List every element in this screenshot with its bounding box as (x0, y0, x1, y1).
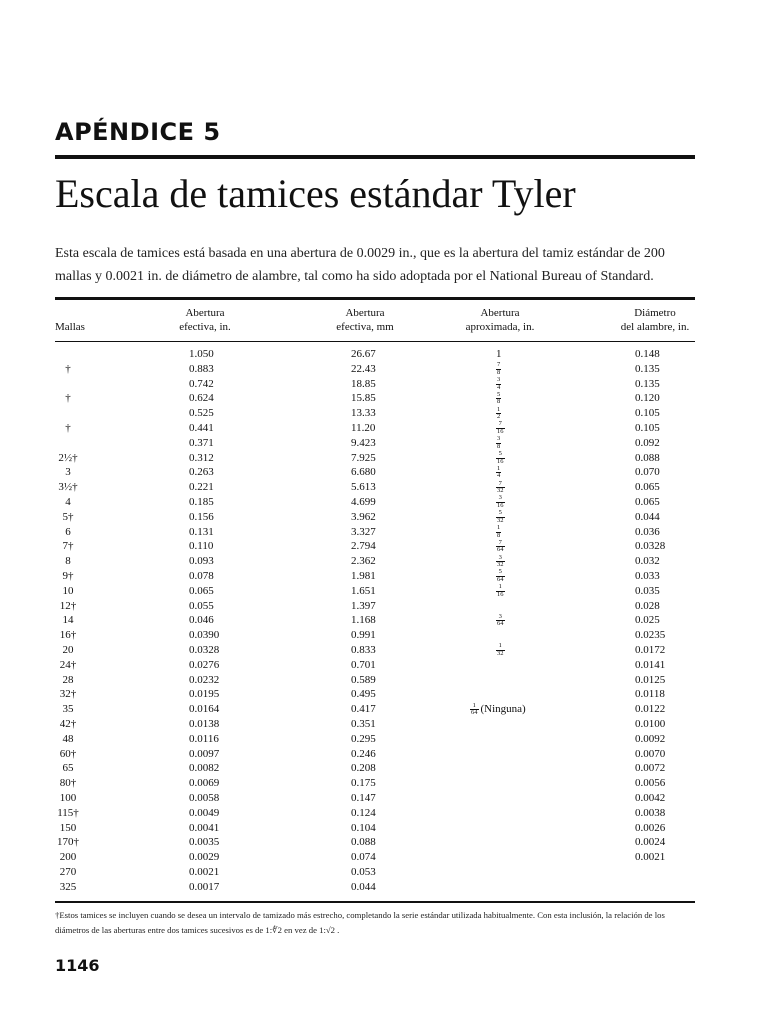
cell-abertura-in: 0.0035 (189, 836, 220, 849)
cell-abertura-in: 0.525 (189, 407, 214, 420)
cell-abertura-mm: 1.397 (351, 599, 376, 612)
cell-diametro: 0.044 (635, 510, 660, 523)
header-abertura-mm-line2: efectiva, mm (336, 321, 394, 333)
cell-abertura-in: 0.0232 (189, 673, 220, 686)
table-row (55, 569, 695, 584)
cell-abertura-mm: 18.85 (351, 377, 376, 390)
cell-mallas: 270 (59, 865, 77, 878)
appendix-label: APÉNDICE 5 (55, 118, 221, 146)
table-row (55, 643, 695, 658)
cell-abertura-in: 0.0276 (189, 658, 220, 671)
table-top-rule (55, 297, 695, 300)
cell-abertura-mm: 0.053 (351, 865, 376, 878)
fraction: $\frac{1}{32}$ (497, 642, 504, 657)
cell-abertura-in: 0.0021 (189, 865, 220, 878)
cell-diametro: 0.088 (635, 451, 660, 464)
cell-abertura-mm: 2.794 (351, 540, 376, 553)
cell-abertura-aprox (496, 495, 505, 510)
table-row (55, 391, 695, 406)
table-bottom-rule (55, 901, 695, 903)
cell-abertura-in: 0.078 (189, 569, 214, 582)
cell-diametro: 0.135 (635, 377, 660, 390)
table-row (55, 465, 695, 480)
cell-abertura-aprox (496, 465, 501, 480)
table-row (55, 717, 695, 732)
cell-abertura-aprox (496, 613, 505, 628)
cell-abertura-in: 0.742 (189, 377, 214, 390)
cell-abertura-mm: 0.295 (351, 732, 376, 745)
cell-abertura-aprox (496, 584, 505, 599)
cell-diametro: 0.0118 (635, 688, 665, 701)
cell-mallas: 3 (65, 466, 71, 479)
cell-diametro: 0.135 (635, 362, 660, 375)
cell-abertura-aprox (496, 510, 505, 525)
cell-diametro: 0.0328 (635, 540, 666, 553)
table-row (55, 510, 695, 525)
fraction: $\frac{1}{64}$ (471, 701, 478, 717)
table-row (55, 584, 695, 599)
cell-diametro: 0.0092 (635, 732, 666, 745)
fraction: $\frac{1}{16}$ (497, 583, 504, 598)
cell-mallas: 35 (62, 703, 74, 716)
cell-abertura-in: 0.0390 (189, 629, 220, 642)
cell-mallas: 170† (57, 836, 79, 849)
header-abertura-aprox-line2: aproximada, in. (465, 321, 535, 333)
cell-diametro: 0.0100 (635, 717, 666, 730)
cell-diametro: 0.036 (635, 525, 660, 538)
cell-mallas: 5† (62, 510, 74, 523)
cell-abertura-mm: 5.613 (351, 481, 376, 494)
cell-abertura-mm: 0.417 (351, 703, 376, 716)
cell-mallas: 100 (59, 791, 77, 804)
cell-abertura-aprox (496, 569, 505, 584)
table-row (55, 702, 695, 717)
table-row (55, 613, 695, 628)
cell-abertura-aprox (470, 702, 526, 717)
cell-diametro: 0.0172 (635, 643, 666, 656)
fraction: $\frac{3}{32}$ (497, 553, 504, 569)
cell-abertura-aprox (496, 525, 501, 540)
cell-mallas: 12† (59, 599, 77, 612)
cell-diametro: 0.0024 (635, 836, 666, 849)
cell-mallas: 65 (62, 762, 74, 775)
cell-mallas: 48 (62, 732, 74, 745)
cell-abertura-in: 0.0195 (189, 688, 220, 701)
cell-abertura-in: 0.0058 (189, 791, 220, 804)
cell-mallas: 28 (62, 673, 74, 686)
cell-diametro: 0.148 (635, 348, 660, 360)
header-abertura-mm-line1: Abertura (345, 307, 385, 319)
cell-abertura-in: 0.065 (189, 584, 214, 597)
header-abertura-in-line2: efectiva, in. (179, 321, 231, 333)
table-row (55, 539, 695, 554)
header-abertura-in-line1: Abertura (185, 307, 225, 319)
cell-abertura-aprox (496, 451, 505, 466)
table-row (55, 525, 695, 540)
cell-diametro: 0.033 (635, 569, 660, 582)
table-row (55, 865, 695, 880)
cell-diametro: 0.092 (635, 436, 660, 449)
cell-abertura-aprox: 1 (496, 348, 502, 360)
table-row (55, 377, 695, 392)
cell-abertura-in: 0.0164 (189, 703, 220, 716)
cell-abertura-aprox (496, 377, 501, 392)
table-row (55, 599, 695, 614)
header-mallas: Mallas (55, 321, 85, 333)
fraction: $\frac{7}{8}$ (497, 361, 501, 376)
cell-abertura-mm: 2.362 (351, 555, 376, 568)
fraction: $\frac{1}{2}$ (497, 405, 501, 421)
cell-abertura-in: 0.055 (189, 599, 214, 612)
cell-abertura-in: 0.156 (189, 510, 214, 523)
cell-abertura-mm: 0.088 (351, 836, 376, 849)
fraction: $\frac{5}{16}$ (497, 450, 504, 465)
cell-abertura-in: 0.0069 (189, 777, 220, 790)
cell-abertura-in: 0.0029 (189, 851, 220, 864)
fraction: $\frac{3}{16}$ (497, 494, 504, 509)
column-header-mallas (55, 320, 85, 334)
fraction: $\frac{7}{64}$ (497, 538, 504, 554)
table-row (55, 835, 695, 850)
cell-abertura-mm: 26.67 (351, 348, 376, 360)
cell-mallas: 9† (62, 569, 74, 582)
table-row (55, 658, 695, 673)
cell-mallas: 16† (59, 629, 77, 642)
column-header-abertura-in (150, 306, 260, 334)
table-row (55, 880, 695, 895)
cell-diametro: 0.070 (635, 466, 660, 479)
cell-mallas: 3½† (58, 481, 78, 494)
cell-abertura-in: 0.624 (189, 392, 214, 405)
cell-abertura-mm: 1.981 (351, 569, 376, 582)
fraction: $\frac{3}{8}$ (497, 435, 501, 450)
approx-note: (Ninguna) (480, 703, 526, 716)
table-row (55, 554, 695, 569)
cell-abertura-in: 0.131 (189, 525, 214, 538)
cell-abertura-in: 0.221 (189, 481, 214, 494)
cell-diametro: 0.0072 (635, 762, 666, 775)
column-header-abertura-mm (310, 306, 420, 334)
table-row (55, 495, 695, 510)
cell-diametro: 0.0038 (635, 806, 666, 819)
fraction: $\frac{1}{4}$ (497, 464, 501, 480)
table-row (55, 776, 695, 791)
table-row (55, 821, 695, 836)
fraction: $\frac{1}{8}$ (497, 524, 501, 539)
fraction: $\frac{5}{32}$ (497, 509, 504, 524)
fraction: $\frac{7}{32}$ (497, 479, 504, 495)
table-row (55, 421, 695, 436)
cell-mallas: 6 (65, 525, 71, 538)
cell-diametro: 0.032 (635, 555, 660, 568)
cell-abertura-in: 0.046 (189, 614, 214, 627)
cell-diametro: 0.0125 (635, 673, 666, 686)
header-diametro-line2: del alambre, in. (620, 321, 690, 333)
cell-abertura-mm: 13.33 (351, 407, 376, 420)
header-rule (55, 341, 695, 342)
fraction: $\frac{5}{8}$ (497, 390, 501, 406)
footnote: †Estos tamices se incluyen cuando se desea un intervalo de tamizado más estrecho, completando la serie estándar utilizada habitualmente. Con esta inclusión, la relación de los diámetros de las aberturas entre dos tamices sucesivos es de 1:∜2 en vez de 1:√2 . (55, 910, 665, 935)
cell-diametro: 0.0141 (635, 658, 666, 671)
table-row (55, 628, 695, 643)
cell-abertura-mm: 0.351 (351, 717, 376, 730)
cell-mallas: 24† (59, 658, 77, 671)
cell-mallas: 60† (59, 747, 77, 760)
cell-abertura-mm: 0.104 (351, 821, 376, 834)
cell-diametro: 0.065 (635, 495, 660, 508)
cell-abertura-mm: 11.20 (351, 421, 376, 434)
cell-abertura-mm: 0.147 (351, 791, 376, 804)
cell-diametro: 0.0021 (635, 851, 666, 864)
cell-abertura-mm: 3.327 (351, 525, 376, 538)
cell-abertura-aprox (496, 643, 505, 658)
cell-abertura-mm: 0.833 (351, 643, 376, 656)
table-row (55, 761, 695, 776)
fraction: $\frac{3}{4}$ (497, 376, 501, 391)
cell-diametro: 0.025 (635, 614, 660, 627)
cell-diametro: 0.0056 (635, 777, 666, 790)
cell-abertura-in: 0.371 (189, 436, 214, 449)
cell-diametro: 0.028 (635, 599, 660, 612)
cell-abertura-in: 0.0041 (189, 821, 220, 834)
header-abertura-aprox-line1: Abertura (480, 307, 520, 319)
cell-mallas: 200 (59, 851, 77, 864)
cell-mallas: 115† (57, 806, 79, 819)
cell-abertura-mm: 0.991 (351, 629, 376, 642)
top-rule (55, 155, 695, 159)
intro-paragraph: Esta escala de tamices está basada en una abertura de 0.0029 in., que es la abertura del tamiz estándar de 200 mallas y 0.0021 in. de diámetro de alambre, tal como ha sido adoptada por el National Bureau of Standard. (55, 246, 665, 284)
column-header-abertura-aprox (440, 306, 560, 334)
cell-diametro: 0.120 (635, 392, 660, 405)
cell-abertura-aprox (496, 421, 505, 436)
table-row (55, 436, 695, 451)
cell-abertura-mm: 0.124 (351, 806, 376, 819)
cell-mallas: 2½† (58, 451, 78, 464)
cell-diametro: 0.105 (635, 407, 660, 420)
cell-abertura-in: 0.0017 (189, 880, 220, 893)
cell-abertura-in: 0.883 (189, 362, 214, 375)
cell-diametro: 0.035 (635, 584, 660, 597)
cell-diametro: 0.0235 (635, 629, 666, 642)
cell-mallas: 325 (59, 880, 77, 893)
cell-diametro: 0.0070 (635, 747, 666, 760)
cell-abertura-in: 0.110 (189, 540, 214, 553)
cell-mallas: 20 (62, 643, 74, 656)
cell-abertura-aprox (496, 554, 505, 569)
cell-abertura-mm: 0.044 (351, 880, 376, 893)
cell-abertura-mm: 0.208 (351, 762, 376, 775)
table-row (55, 687, 695, 702)
cell-diametro: 0.0122 (635, 703, 666, 716)
cell-abertura-mm: 15.85 (351, 392, 376, 405)
cell-abertura-aprox (496, 391, 501, 406)
fraction: $\frac{5}{64}$ (497, 568, 504, 583)
table-row (55, 673, 695, 688)
fraction: $\frac{3}{64}$ (497, 612, 504, 628)
table-row (55, 362, 695, 377)
cell-abertura-mm: 0.701 (351, 658, 376, 671)
cell-abertura-mm: 0.589 (351, 673, 376, 686)
cell-abertura-mm: 0.246 (351, 747, 376, 760)
cell-abertura-in: 0.441 (189, 421, 214, 434)
cell-abertura-mm: 22.43 (351, 362, 376, 375)
cell-abertura-in: 0.0049 (189, 806, 220, 819)
cell-abertura-aprox (496, 480, 505, 495)
cell-abertura-mm: 0.175 (351, 777, 376, 790)
cell-mallas: 10 (62, 584, 74, 597)
cell-abertura-in: 0.0082 (189, 762, 220, 775)
cell-abertura-in: 0.263 (189, 466, 214, 479)
cell-abertura-mm: 1.651 (351, 584, 376, 597)
page-number: 1146 (55, 956, 100, 975)
cell-mallas: 7† (62, 540, 74, 553)
table-row (55, 480, 695, 495)
cell-abertura-aprox (496, 539, 505, 554)
table-row (55, 747, 695, 762)
cell-abertura-mm: 7.925 (351, 451, 376, 464)
table-row (55, 347, 695, 362)
cell-abertura-mm: 3.962 (351, 510, 376, 523)
table-row (55, 791, 695, 806)
cell-mallas: 32† (59, 688, 77, 701)
cell-abertura-mm: 9.423 (351, 436, 376, 449)
cell-abertura-in: 0.0138 (189, 717, 220, 730)
cell-abertura-mm: 0.074 (351, 851, 376, 864)
cell-abertura-aprox (496, 436, 501, 451)
table-row (55, 806, 695, 821)
cell-abertura-aprox (496, 406, 501, 421)
sieve-table-body (55, 347, 695, 894)
cell-mallas: 4 (65, 495, 71, 508)
cell-abertura-in: 0.093 (189, 555, 214, 568)
cell-mallas: 14 (62, 614, 74, 627)
cell-diametro: 0.105 (635, 421, 660, 434)
cell-mallas: 150 (59, 821, 77, 834)
cell-abertura-in: 1.050 (189, 348, 214, 360)
cell-abertura-in: 0.0328 (189, 643, 220, 656)
cell-abertura-in: 0.185 (189, 495, 214, 508)
table-row (55, 406, 695, 421)
cell-abertura-mm: 0.495 (351, 688, 376, 701)
header-diametro-line1: Diámetro (634, 307, 676, 319)
cell-mallas: † (65, 421, 71, 434)
cell-abertura-in: 0.312 (189, 451, 214, 464)
table-row (55, 732, 695, 747)
cell-mallas: 80† (59, 777, 77, 790)
cell-abertura-aprox (496, 362, 501, 377)
cell-abertura-mm: 6.680 (351, 466, 376, 479)
cell-abertura-mm: 4.699 (351, 495, 376, 508)
column-header-diametro (600, 306, 710, 334)
table-row (55, 850, 695, 865)
cell-mallas: 42† (59, 717, 77, 730)
table-row (55, 451, 695, 466)
cell-abertura-mm: 1.168 (351, 614, 376, 627)
cell-diametro: 0.0042 (635, 791, 666, 804)
cell-diametro: 0.065 (635, 481, 660, 494)
cell-mallas: † (65, 362, 71, 375)
cell-abertura-in: 0.0097 (189, 747, 220, 760)
fraction: $\frac{7}{16}$ (497, 420, 504, 435)
cell-abertura-in: 0.0116 (189, 732, 219, 745)
cell-diametro: 0.0026 (635, 821, 666, 834)
page-title: Escala de tamices estándar Tyler (55, 171, 576, 216)
cell-mallas: † (65, 392, 71, 405)
cell-mallas: 8 (65, 555, 71, 568)
